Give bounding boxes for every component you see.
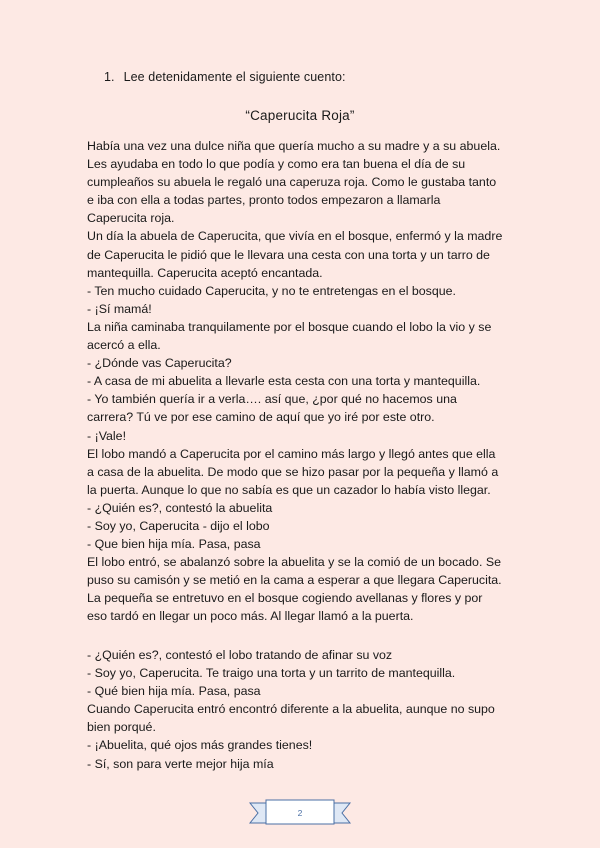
instruction-number: 1. [104,70,115,84]
text-line: - Soy yo, Caperucita - dijo el lobo [87,518,270,533]
text-line: Caperucita roja. [87,211,175,226]
text-line: la puerta. Aunque lo que no sabía es que un cazador lo había visto llegar. [87,482,491,497]
text-line: Les ayudaba en todo lo que podía y como era tan buena el día de su [87,157,466,172]
text-line: - ¡Abuelita, qué ojos más grandes tienes! [87,738,313,753]
text-line: a casa de la abuelita. De modo que se hizo pasar por la pequeña y llamó a [87,464,499,479]
text-line: - ¿Quién es?, contestó el lobo tratando de afinar su voz [87,648,393,662]
page-number: 2 [297,808,303,818]
text-line: - Sí, son para verte mejor hija mía [87,756,274,771]
text-line: - ¡Vale! [87,428,127,443]
text-line: - ¿Quién es?, contestó la abuelita [87,500,273,515]
text-line: Un día la abuela de Caperucita, que vivía en el bosque, enfermó y la madre [87,229,503,244]
text-line: - ¿Dónde vas Caperucita? [87,356,232,371]
text-line: - Ten mucho cuidado Caperucita, y no te entretengas en el bosque. [87,283,456,298]
text-line: e iba con ella a todas partes, pronto todos empezaron a llamarla [87,193,441,208]
text-line: - Yo también quería ir a verla…. así que, ¿por qué no hacemos una [87,392,457,407]
text-line: acercó a ella. [87,338,161,353]
story-text-part-1 [87,137,527,626]
instruction-text: Lee detenidamente el siguiente cuento: [123,70,346,84]
text-line: de Caperucita le pidió que le llevara una cesta con una torta y un tarro de [87,247,490,262]
text-line: cumpleaños su abuela le regaló una caperuza roja. Como le gustaba tanto [87,175,497,190]
text-line: carrera? Tú ve por ese camino de aquí que yo iré por este otro. [87,410,435,425]
text-line: La pequeña se entretuvo en el bosque cogiendo avellanas y flores y por [87,591,483,606]
instruction-item [104,70,346,84]
text-line: eso tardó en llegar un poco más. Al llegar llamó a la puerta. [87,609,414,624]
text-line: La niña caminaba tranquilamente por el bosque cuando el lobo la vio y se [87,319,492,334]
text-line: mantequilla. Caperucita aceptó encantada. [87,265,323,280]
story-title: “Caperucita Roja” [245,108,355,123]
text-line: - Soy yo, Caperucita. Te traigo una torta y un tarrito de mantequilla. [87,666,456,681]
text-line: El lobo mandó a Caperucita por el camino más largo y llegó antes que ella [87,446,496,461]
text-line: bien porqué. [87,720,156,735]
text-line: Había una vez una dulce niña que quería mucho a su madre y a su abuela. [87,139,501,153]
text-line: El lobo entró, se abalanzó sobre la abuelita y se la comió de un bocado. Se [87,555,501,570]
text-line: - Qué bien hija mía. Pasa, pasa [87,684,261,699]
text-line: Cuando Caperucita entró encontró diferente a la abuelita, aunque no supo [87,702,495,717]
text-line: puso su camisón y se metió en la cama a esperar a que llegara Caperucita. [87,573,502,588]
text-line: - Que bien hija mía. Pasa, pasa [87,537,261,552]
text-line: - ¡Sí mamá! [87,301,152,316]
story-text-part-2 [87,646,527,773]
text-line: - A casa de mi abuelita a llevarle esta cesta con una torta y mantequilla. [87,374,481,389]
